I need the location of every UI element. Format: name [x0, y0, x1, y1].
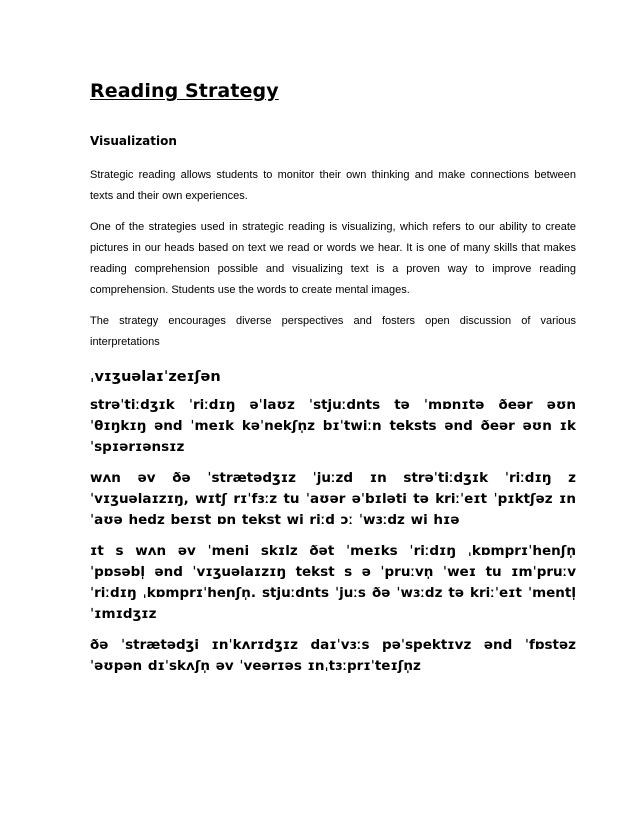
page-title: Reading Strategy — [90, 80, 279, 102]
section-subtitle: Visualization — [90, 134, 177, 148]
ipa-paragraph-3: ɪt s wʌn əv ˈmeni skɪlz ðət ˈmeɪks ˈriːdɪŋ ˌkɒmprɪˈhenʃn̩ ˈpɒsəbl̩ ənd ˈvɪʒuəlaɪzɪŋ tekst s ə ˈpruːvn̩ ˈweɪ tu ɪmˈpruːv ˈriːdɪŋ ˌkɒmprɪˈhenʃn̩. stjuːdnts ˈjuːs ðə ˈwɜːdz tə kriːˈeɪt ˈmentl̩ ˈɪmɪdʒɪz — [90, 543, 576, 622]
ipa-paragraph-2: wʌn əv ðə ˈstrætədʒɪz ˈjuːzd ɪn strəˈtiːdʒɪk ˈriːdɪŋ z ˈvɪʒuəlaɪzɪŋ, wɪtʃ rɪˈfɜːz tu ˈaʊər əˈbɪləti tə kriːˈeɪt ˈpɪktʃəz ɪn ˈaʊə hedz beɪst ɒn tekst wi riːd ɔː ˈwɜːdz wi hɪə — [90, 470, 576, 528]
paragraph-1: Strategic reading allows students to monitor their own thinking and make connections between texts and their own experiences. — [90, 169, 576, 202]
ipa-title: ˌvɪʒuəlaɪˈzeɪʃən — [90, 369, 221, 385]
paragraph-3: The strategy encourages diverse perspectives and fosters open discussion of various interpretations — [90, 315, 576, 348]
ipa-paragraph-1: strəˈtiːdʒɪk ˈriːdɪŋ əˈlaʊz ˈstjuːdnts tə ˈmɒnɪtə ðeər əʊn ˈθɪŋkɪŋ ənd ˈmeɪk kəˈnekʃn̩z bɪˈtwiːn teksts ənd ðeər əʊn ɪkˈspɪərɪənsɪz — [90, 397, 576, 455]
ipa-paragraph-4: ðə ˈstrætədʒi ɪnˈkʌrɪdʒɪz daɪˈvɜːs pəˈspektɪvz ənd ˈfɒstəz ˈəʊpən dɪˈskʌʃn̩ əv ˈveərɪəs ɪnˌtɜːprɪˈteɪʃn̩z — [90, 637, 576, 674]
paragraph-2: One of the strategies used in strategic reading is visualizing, which refers to our ability to create pictures in our heads based on text we read or words we hear. It is one of many skills that makes reading comprehension possible and visualizing text is a proven way to improve reading comprehension. Students use the words to create mental images. — [90, 221, 576, 296]
